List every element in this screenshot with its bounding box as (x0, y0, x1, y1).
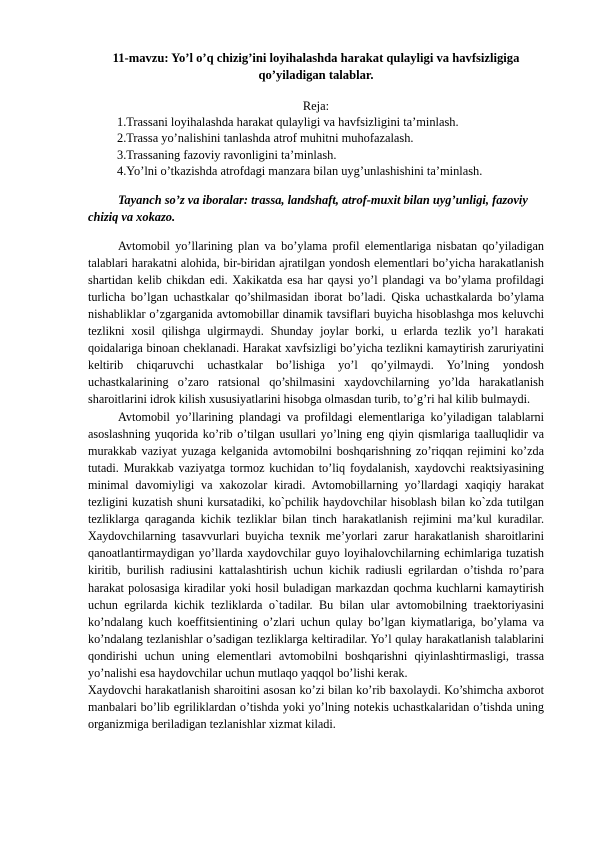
keywords-paragraph: Tayanch so’z va iboralar: trassa, landshaft, atrof-muxit bilan uyg’unligi, fazoviy chiziq va xokazo. (88, 192, 528, 224)
body-paragraph: Xaydovchi harakatlanish sharoitini asosan ko’zi bilan ko’rib baxolaydi. Ko’shimcha axborot manbalari bo’lib egriliklardan o’tishda yoki yo’lning notekis uchastkalaridan o’tishda uning organizmiga beriladigan tezlanishlar xizmat kiladi. (88, 683, 544, 732)
body-paragraph: Avtomobil yo’llarining plandagi va profildagi elementlariga ko’yiladigan talablarni asoslashning yuqorida ko’rib o’tilgan usullari yo’lning eng qiyin qismlariga taalluqlidir va murakkab vaziyat yuzaga kelganida avtomobilni boshqarishning zo’riqqan rejimini ko’zda tutadi. Murakkab vaziyatga tormoz kuchidan to’liq foydalanish, xaydovchi reaktsiyasining minimal davomiyligi va xakozolar kiradi. Avtomobillarning yo’llardagi xaqiqiy harakat tezligini kuzatish shuni kursatadiki, ko`pchilik haydovchilar hisoblash bilan ko`zda tutilgan tezliklarga qaraganda kichik tezliklar bilan tinch harakatlanish rejimini ma’kul kuradilar. Xaydovchilarning tasavvurlari buyicha texnik me’yorlari zarur harakatlanish sharoitlarini qanoatlantirmaydigan yo’llarda xaydovchilar guyo loyihalovchilarning echimlariga tuzatish kiritib, burilish radiusini kattalashtirish uchun kichik radiusli egrilardan o’tishda ro’para harakat polosasiga kiradilar yoki hosil buladigan markazdan qochma kuchlarni kamaytirish uchun egrilarda kichik tezliklarda o`tadilar. Bu bilan ular avtomobilning traektoriyasini ko’ndalang kuch koeffitsientining o’zlari uchun qulay bo’lgan kiymatlariga, bo’ylama va ko’ndalang tezlanishlar o’sadigan tezliklarga keltiradilar. Yo’l qulay harakatlanish talablarini qondirishi uchun uning elementlari avtomobilni boshqarishni qiyinlashtirmasligi, trassa yo’nalishi esa haydovchilar uchun mutlaqo yaqqol bo’lishi kerak. (88, 409, 544, 680)
document-page (88, 50, 544, 733)
plan-item: 1.Trassani loyihalashda harakat qulayligi va havfsizligini ta’minlash. (117, 115, 459, 129)
plan-item: 3.Trassaning fazoviy ravonligini ta’minlash. (117, 147, 337, 162)
plan-heading: Reja: (302, 99, 330, 113)
document-title: 11-mavzu: Yo’l o’q chizig’ini loyihalashda harakat qulayligi va havfsizligiga qo’yiladigan talablar. (112, 51, 520, 82)
plan-item: 4.Yo’lni o’tkazishda atrofdagi manzara bilan uyg’unlashishini ta’minlash. (117, 164, 483, 179)
plan-list (117, 114, 544, 180)
plan-item: 2.Trassa yo’nalishini tanlashda atrof muhitni muhofazalash. (117, 131, 414, 146)
body-paragraph: Avtomobil yo’llarining plan va bo’ylama profil elementlariga nisbatan qo’yiladigan talablari harakatni alohida, bir-biridan ajratilgan yondosh elementlari bo’yicha harakatlanish shartidan kelib chikdan edi. Xakikatda esa har qaysi yo’l plandagi va bo’ylama profildagi turlicha bo’lgan uchastkalar qo’shilmasidan iborat bo’ladi. Qiska uchastkalarda bo’ylama nishabliklar o’zgarganida avtomobillar dinamik tavsiflari buyicha hisoblashga mos keluvchi tezlikni xosil qilishga ulgirmaydi. Shunday joylar borki, u erlarda tezlik yo’l harakati qoidalariga binoan cheklanadi. Harakat xavfsizligi bo’yicha tezlikni kamaytirish zaruriyatini keltirib chiqaruvchi uchastkalar bo’lishiga yo’l qo’yilmaydi. Yo’lning yondosh uchastkalarining o’zaro ratsional qo’shilmasini xaydovchilarning yo’lda harakatlanish sharoitlarini idrok kilish xususiyatlarini hisobga olmasdan turib, to’g’ri hal kilib bulmaydi. (88, 238, 544, 407)
